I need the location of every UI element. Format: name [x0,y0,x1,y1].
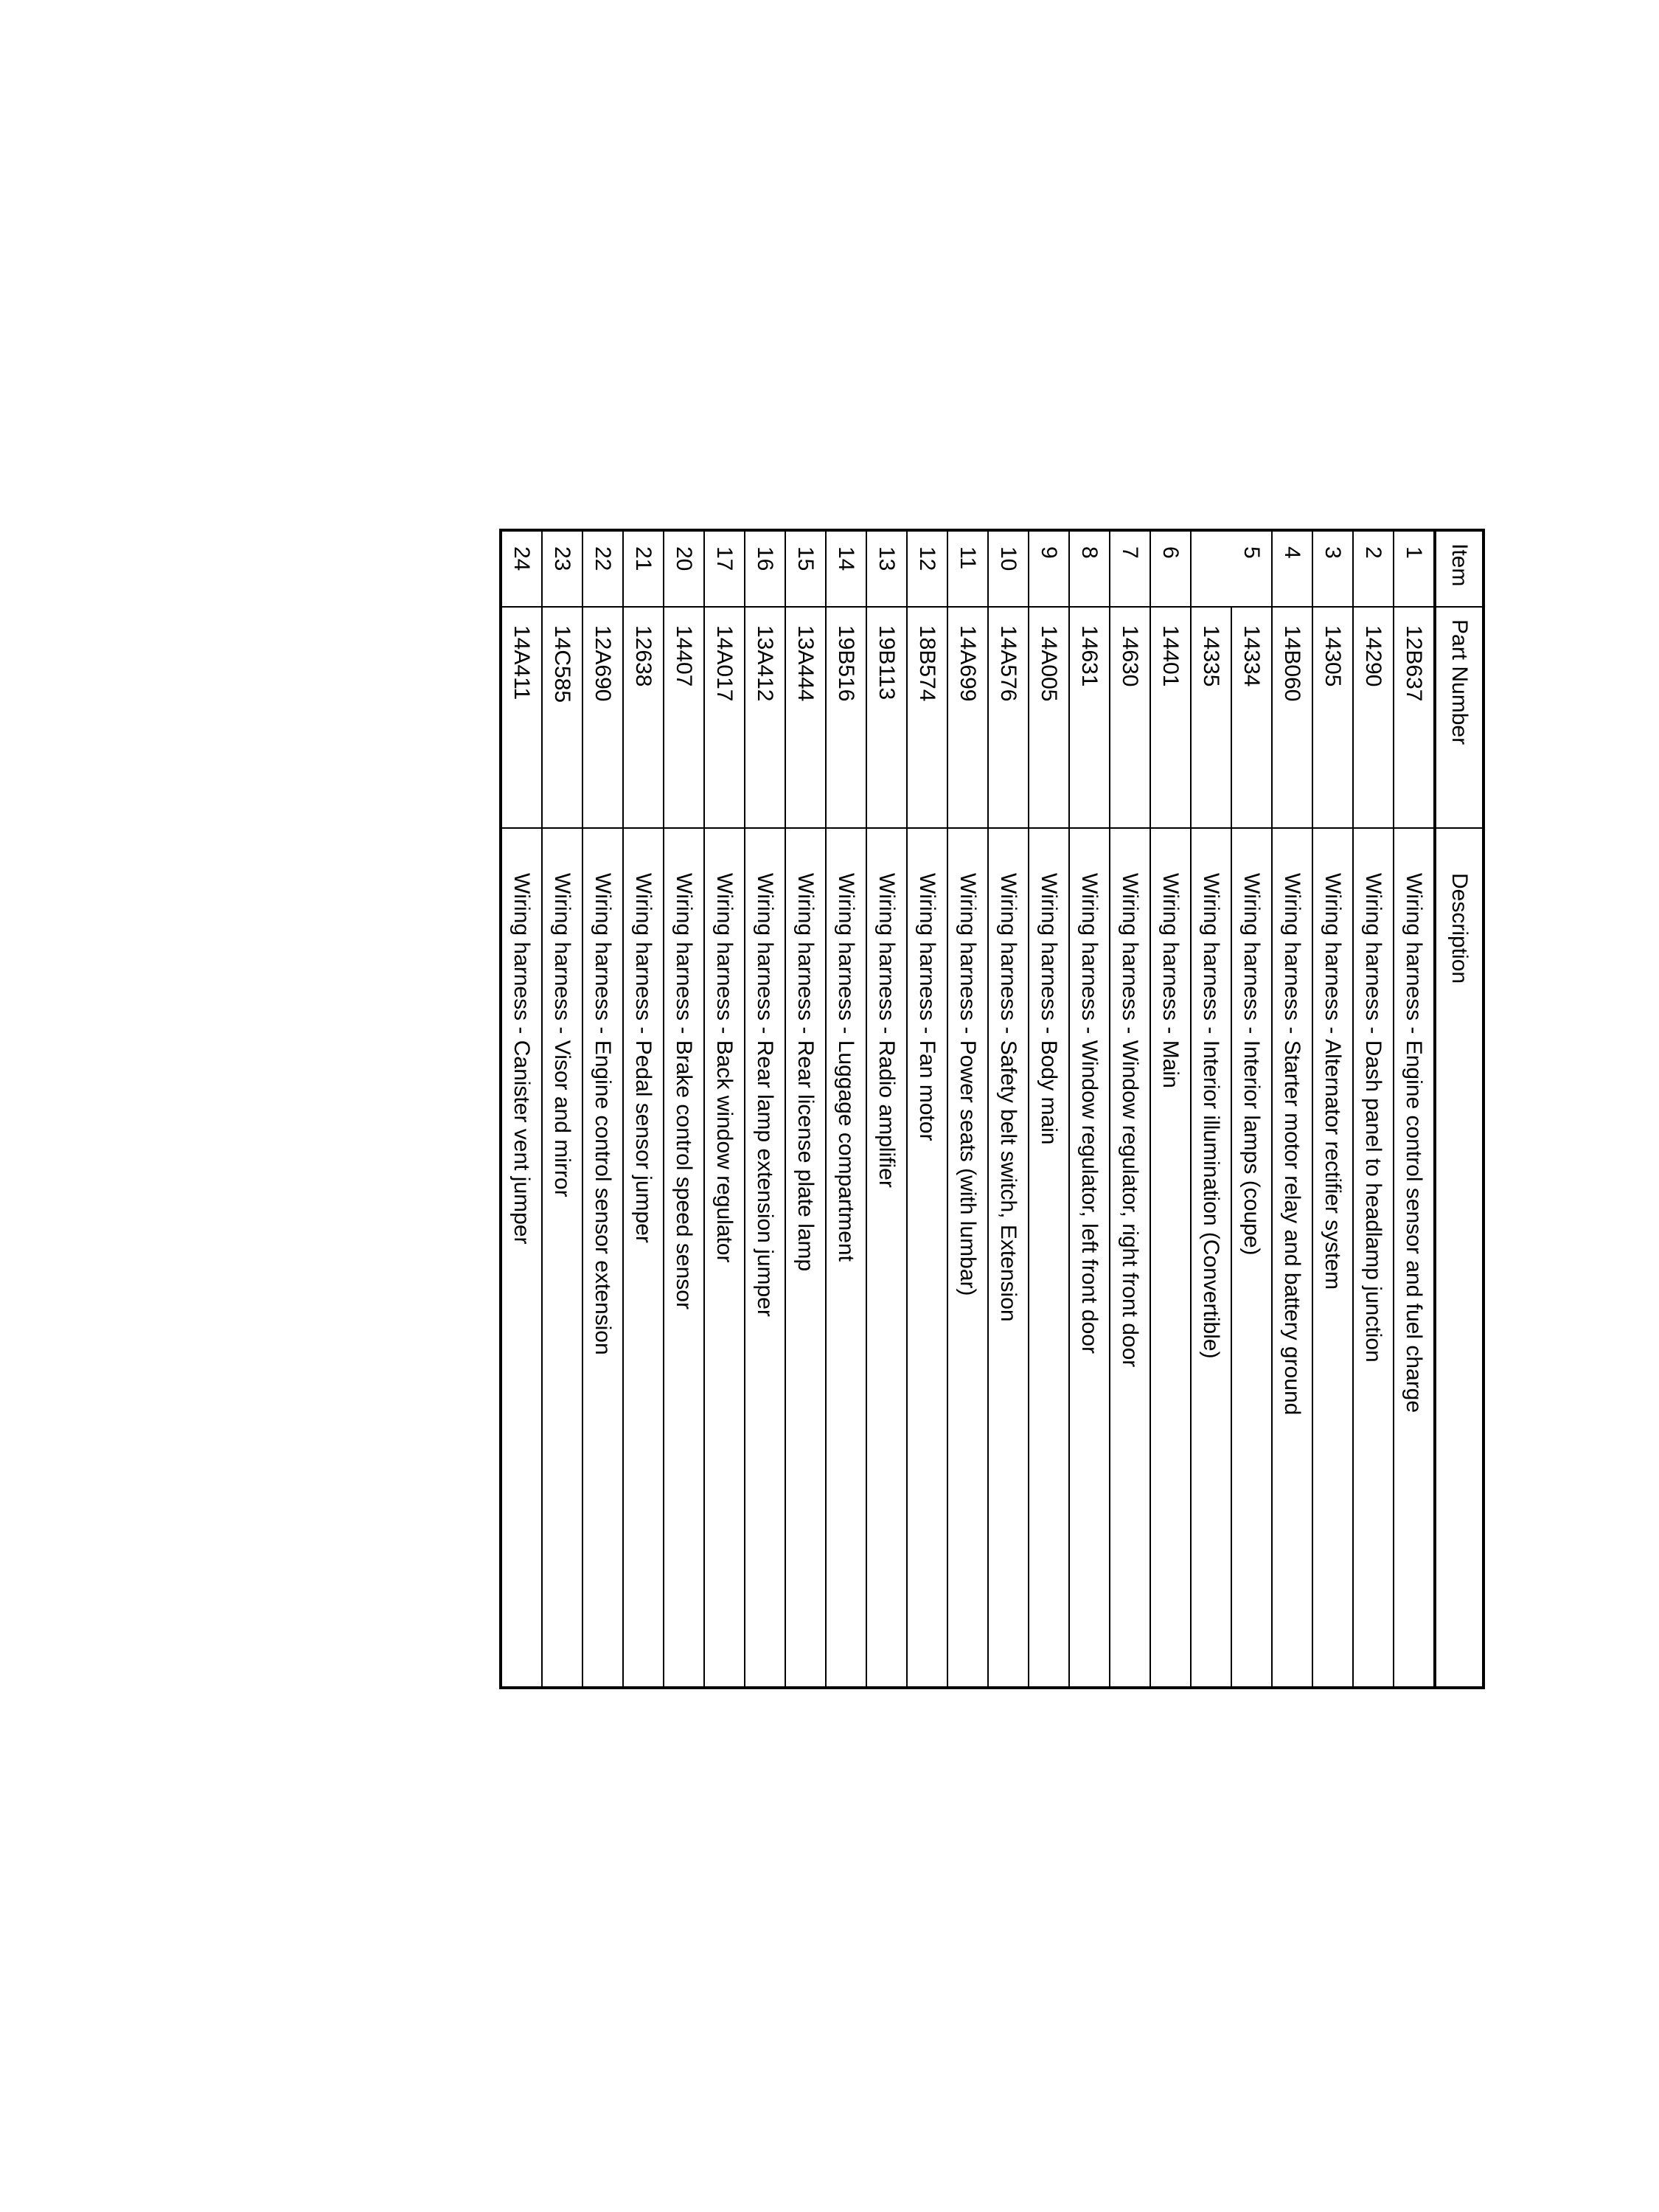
table-row [1231,530,1272,1688]
part-description: Wiring harness - Alternator rectifier system [1312,828,1353,1688]
parts-table-body [501,530,1435,1688]
part-number: 19B516 [826,607,866,828]
item-number: 20 [664,530,704,607]
part-description: Wiring harness - Luggage compartment [826,828,866,1688]
table-row [745,530,785,1688]
part-number: 14A576 [988,607,1029,828]
rotated-parts-table-container [473,529,1485,1686]
part-number: 14A005 [1029,607,1069,828]
item-number: 3 [1312,530,1353,607]
part-description: Wiring harness - Rear license plate lamp [785,828,826,1688]
part-number: 14C585 [542,607,582,828]
part-description: Wiring harness - Starter motor relay and battery ground [1272,828,1312,1688]
table-row [664,530,704,1688]
item-number: 7 [1110,530,1150,607]
item-number: 21 [623,530,664,607]
part-number: 14B060 [1272,607,1312,828]
table-row [1272,530,1312,1688]
table-row [866,530,907,1688]
table-row [1191,530,1231,1688]
column-header-part-number: Part Number [1435,607,1484,828]
part-number: 12638 [623,607,664,828]
part-number: 14290 [1353,607,1394,828]
part-number: 14A411 [501,607,542,828]
table-row [785,530,826,1688]
part-number: 18B574 [907,607,947,828]
part-number: 14334 [1231,607,1272,828]
table-row [947,530,988,1688]
part-number: 12A690 [582,607,623,828]
table-row [907,530,947,1688]
table-row [1353,530,1394,1688]
part-description: Wiring harness - Engine control sensor extension [582,828,623,1688]
item-number: 23 [542,530,582,607]
part-description: Wiring harness - Safety belt switch, Extension [988,828,1029,1688]
part-description: Wiring harness - Power seats (with lumbar) [947,828,988,1688]
table-header-row [1435,530,1484,1688]
part-number: 14335 [1191,607,1231,828]
part-number: 12B637 [1394,607,1435,828]
item-number: 2 [1353,530,1394,607]
part-number: 19B113 [866,607,907,828]
part-description: Wiring harness - Canister vent jumper [501,828,542,1688]
part-number: 14631 [1069,607,1110,828]
column-header-item: Item [1435,530,1484,607]
part-number: 13A444 [785,607,826,828]
item-number: 11 [947,530,988,607]
part-description: Wiring harness - Radio amplifier [866,828,907,1688]
item-number: 22 [582,530,623,607]
part-number: 14A017 [704,607,745,828]
part-description: Wiring harness - Window regulator, left front door [1069,828,1110,1688]
part-description: Wiring harness - Interior illumination (Convertible) [1191,828,1231,1688]
table-row [1150,530,1191,1688]
item-number: 12 [907,530,947,607]
item-number: 10 [988,530,1029,607]
part-description: Wiring harness - Back window regulator [704,828,745,1688]
table-row [1110,530,1150,1688]
item-number: 13 [866,530,907,607]
table-row [501,530,542,1688]
table-row [623,530,664,1688]
table-row [988,530,1029,1688]
part-number: 14A699 [947,607,988,828]
parts-table [499,529,1485,1689]
part-description: Wiring harness - Rear lamp extension jumper [745,828,785,1688]
part-description: Wiring harness - Interior lamps (coupe) [1231,828,1272,1688]
part-number: 14401 [1150,607,1191,828]
part-description: Wiring harness - Body main [1029,828,1069,1688]
part-description: Wiring harness - Fan motor [907,828,947,1688]
table-row [1069,530,1110,1688]
table-row [1312,530,1353,1688]
part-description: Wiring harness - Visor and mirror [542,828,582,1688]
item-number: 4 [1272,530,1312,607]
item-number: 16 [745,530,785,607]
item-number: 6 [1150,530,1191,607]
part-number: 14305 [1312,607,1353,828]
item-number: 17 [704,530,745,607]
table-row [704,530,745,1688]
item-number: 1 [1394,530,1435,607]
item-number: 24 [501,530,542,607]
column-header-description: Description [1435,828,1484,1688]
part-description: Wiring harness - Brake control speed sensor [664,828,704,1688]
part-description: Wiring harness - Dash panel to headlamp junction [1353,828,1394,1688]
part-number: 14630 [1110,607,1150,828]
table-row [826,530,866,1688]
table-row [582,530,623,1688]
item-number: 5 [1231,530,1272,607]
part-number: 14407 [664,607,704,828]
part-number: 13A412 [745,607,785,828]
item-number: 14 [826,530,866,607]
table-row [1394,530,1435,1688]
item-number: 15 [785,530,826,607]
item-number [1191,530,1231,607]
part-description: Wiring harness - Main [1150,828,1191,1688]
part-description: Wiring harness - Engine control sensor and fuel charge [1394,828,1435,1688]
table-row [542,530,582,1688]
part-description: Wiring harness - Window regulator, right front door [1110,828,1150,1688]
item-number: 9 [1029,530,1069,607]
table-row [1029,530,1069,1688]
part-description: Wiring harness - Pedal sensor jumper [623,828,664,1688]
item-number: 8 [1069,530,1110,607]
